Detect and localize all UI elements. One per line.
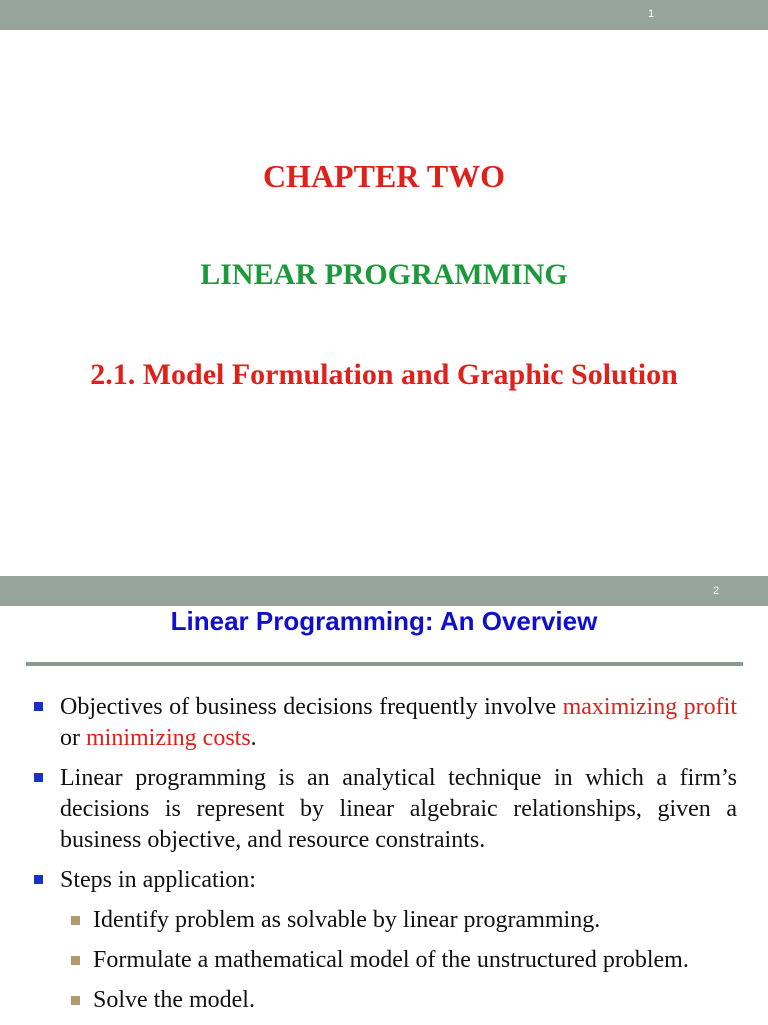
sub-bullet-formulate (34, 945, 737, 976)
bullet-objectives (34, 692, 737, 754)
square-sub-bullet-icon (71, 916, 80, 925)
square-bullet-icon (34, 773, 43, 782)
slide-1-header-bar (0, 0, 768, 30)
bullet-text: Steps in application: (60, 867, 256, 893)
bullet-list (34, 692, 737, 1025)
sub-bullet-solve (34, 985, 737, 1016)
section-title: 2.1. Model Formulation and Graphic Solution (90, 358, 678, 391)
slide-1-page-number: 1 (648, 8, 655, 20)
bullet-definition (34, 763, 737, 856)
slide-2-page-number: 2 (713, 585, 720, 597)
bullet-text: or (60, 725, 86, 751)
bullet-text: Linear programming is an analytical technique in which a firm’s decisions is represent by linear algebraic relationships, given a business objective, and resource constraints. (60, 765, 737, 853)
title-divider (26, 662, 743, 666)
square-sub-bullet-icon (71, 956, 80, 965)
bullet-text: . (250, 725, 257, 751)
sub-bullet-text: Formulate a mathematical model of the unstructured problem. (93, 947, 689, 973)
bullet-steps (34, 865, 737, 896)
slide-1 (0, 30, 768, 576)
square-bullet-icon (34, 875, 43, 884)
bullet-text: Objectives of business decisions frequently involve (60, 694, 563, 720)
slide-2 (0, 606, 768, 1024)
slide-2-header-bar (0, 576, 768, 606)
chapter-title: CHAPTER TWO (262, 158, 506, 194)
sub-bullet-identify (34, 905, 737, 936)
square-bullet-icon (34, 702, 43, 711)
highlight-minimizing-costs: minimizing costs (86, 725, 251, 751)
subject-title: LINEAR PROGRAMMING (200, 258, 568, 291)
square-sub-bullet-icon (71, 996, 80, 1005)
highlight-maximizing-profit: maximizing profit (562, 694, 737, 720)
slide-title: Linear Programming: An Overview (170, 606, 598, 636)
sub-bullet-text: Solve the model. (93, 987, 255, 1013)
sub-bullet-text: Identify problem as solvable by linear programming. (93, 907, 601, 933)
